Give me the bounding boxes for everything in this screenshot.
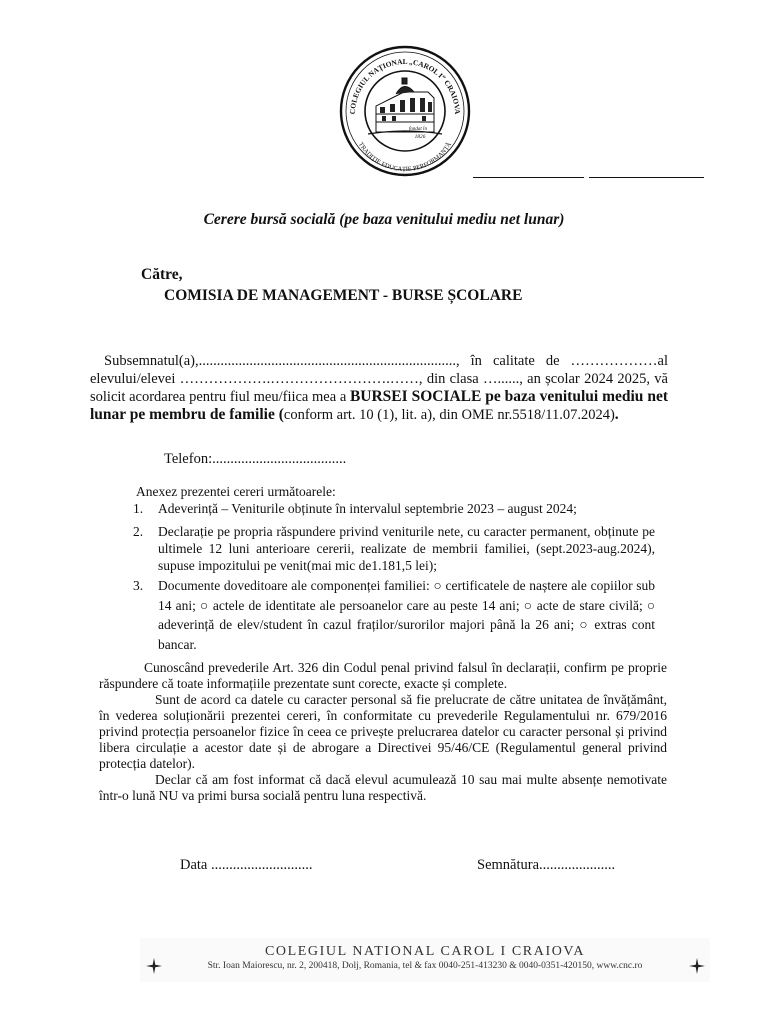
statement-absences: Declar că am fost informat că dacă elevul acumulează 10 sau mai multe absențe nemotivate într-o lună NU va primi bursa socială pentru luna respectivă. — [99, 772, 667, 803]
seal-founded-line1: fondat în — [409, 127, 427, 132]
signature-line-right — [589, 177, 704, 178]
request-paragraph — [90, 352, 668, 424]
footer-address: Str. Ioan Maiorescu, nr. 2, 200418, Dolj, Romania, tel & fax 0040-251-413230 & 0040-0351-420150, www.cnc.ro — [207, 961, 643, 971]
annex-intro: Anexez prezentei cereri următoarele: — [136, 484, 336, 499]
annex-item — [133, 500, 655, 517]
building-illustration — [368, 78, 442, 134]
request-text-part1: Subsemnatul(a),......................................................................., în calitate de ………………al elevului/elevei ……………….…………………….……, din clasa …......, an școlar 2024 2025, vă solicit acordarea pentru fiul meu/fiica mea a — [90, 353, 668, 405]
recipient-catre: Către, — [141, 266, 183, 283]
signature-field: Semnătura..................... — [477, 857, 616, 873]
annex-item — [133, 576, 655, 654]
signature-line-left — [473, 177, 584, 178]
request-text-part2: conform art. 10 (1), lit. a), din OME nr.5518/11.07.2024) — [283, 407, 615, 423]
annex-item — [133, 523, 655, 574]
school-seal-icon — [338, 44, 472, 178]
document-title: Cerere bursă socială (pe baza venitului mediu net lunar) — [203, 211, 565, 228]
annex-item-text: Documente doveditoare ale componenței familiei: ○ certificatele de naștere ale copiilor sub 14 ani; ○ actele de identitate ale persoanelor care au peste 14 ani; ○ acte de stare civilă; ○ adeverință de elev/student în cazul fraților/surorilor majori până la 26 ani; ○ extras cont bancar. — [158, 578, 655, 652]
telefon-field: Telefon:..................................... — [164, 451, 347, 467]
annex-item-number: 1. — [133, 501, 144, 516]
statements-block — [99, 660, 667, 804]
request-bold-part1: BURSEI SOCIALE pe baza venitului mediu net lunar pe membru de familie ( — [90, 388, 669, 423]
date-field: Data ............................ — [180, 857, 313, 873]
seal-founded-line2: 1826 — [414, 134, 426, 140]
four-point-star-icon — [689, 958, 705, 974]
annex-list — [133, 500, 655, 654]
svg-text:TRADIȚIE EDUCAȚIE PERFORMANȚĂ — [357, 140, 453, 173]
annex-item-text: Declarație pe propria răspundere privind veniturile nete, cu caracter permanent, obținute pe ultimele 12 luni anterioare cererii, realizate de membrii familiei, (sept.2023-aug.2024), supuse impozitului pe venit(mai mic de1.181,5 lei); — [158, 524, 655, 573]
recipient-comisia: COMISIA DE MANAGEMENT - BURSE ȘCOLARE — [164, 287, 523, 304]
request-bold-part2: . — [614, 406, 619, 423]
annex-item-text: Adeverință – Veniturile obținute în intervalul septembrie 2023 – august 2024; — [158, 501, 577, 516]
seal-inner-text: TRADIȚIE EDUCAȚIE PERFORMANȚĂ — [356, 141, 454, 174]
four-point-star-icon — [146, 958, 162, 974]
statement-penal-code: Cunoscând prevederile Art. 326 din Codul penal privind falsul în declarații, confirm pe proprie răspundere că toate informațiile prezentate sunt corecte, exacte și complete. — [99, 660, 667, 691]
seal-outer-text: COLEGIUL NAȚIONAL „CAROL I” CRAIOVA — [347, 56, 463, 115]
annex-item-number: 3. — [133, 578, 144, 593]
footer-title: COLEGIUL NATIONAL CAROL I CRAIOVA — [264, 944, 586, 959]
statement-gdpr: Sunt de acord ca datele cu caracter personal să fie prelucrate de către unitatea de învățământ, în vederea soluționării prezentei cereri, în conformitate cu prevederile Regulamentului nr. 679/2016 privind protecția persoanelor fizice în ceea ce privește prelucrarea datelor cu caracter personal și privind libera circulație a acestor date și de abrogare a Directivei 95/46/CE (Regulamentul general privind protecția datelor). — [99, 692, 667, 771]
annex-item-number: 2. — [133, 524, 144, 539]
